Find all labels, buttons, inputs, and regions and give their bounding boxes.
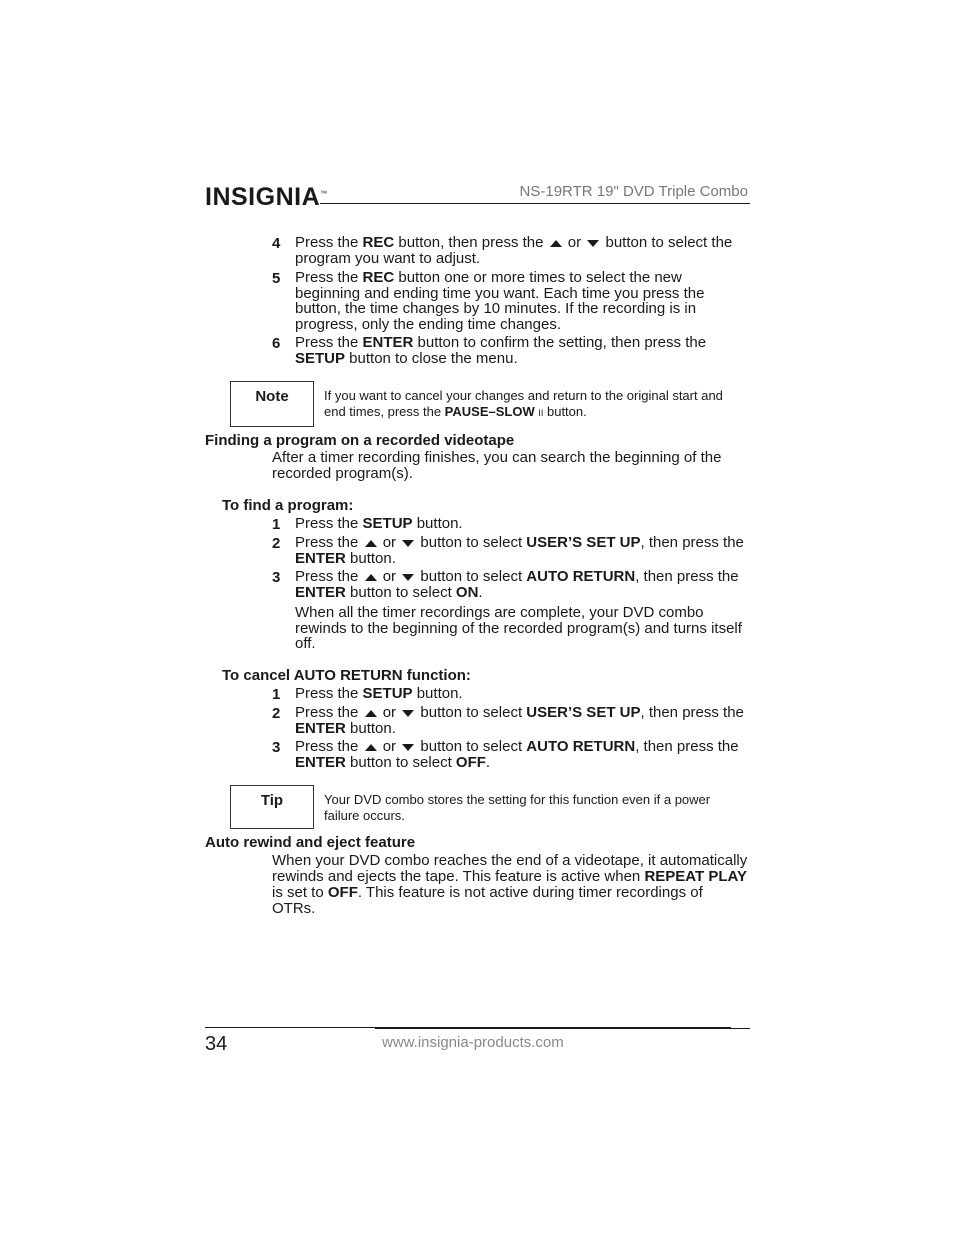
find-step-1: Press the SETUP button. (295, 515, 463, 532)
down-arrow-icon (402, 574, 414, 581)
section-intro: After a timer recording finishes, you can search the beginning of the recorded program(s). (272, 449, 722, 482)
step-number: 1 (272, 516, 281, 533)
section2-text: When your DVD combo reaches the end of a videotape, it automatically rewinds and ejects the tape. This feature is active when REPEAT PLAY is set to OFF. This feature is not active during timer recordings of OTRs. (272, 852, 748, 917)
step-number: 4 (272, 235, 281, 252)
subsection-heading: To cancel AUTO RETURN function: (222, 667, 471, 684)
note-label: Note (255, 388, 289, 405)
tip-label: Tip (260, 792, 284, 809)
cancel-step-1: Press the SETUP button. (295, 685, 463, 702)
step-6-text: Press the ENTER button to confirm the setting, then press the SETUP button to close the menu. (295, 334, 707, 367)
pause-icon: II (538, 407, 544, 418)
find-result: When all the timer recordings are complete, your DVD combo rewinds to the beginning of the recorded program(s) and turns itself off. (295, 604, 742, 652)
step-number: 3 (272, 569, 281, 586)
cancel-step-3: Press the or button to select AUTO RETURN, then press the ENTER button to select OFF. (295, 738, 739, 771)
down-arrow-icon (587, 240, 599, 247)
step-5-text: Press the REC button one or more times to select the new beginning and ending time you want. Each time you press the button, the time changes by 10 minutes. If the recording is in progress, only the ending time changes. (295, 269, 705, 333)
step-number: 2 (272, 705, 281, 722)
note-text: If you want to cancel your changes and return to the original start and end times, press the PAUSE–SLOW II button. (324, 388, 723, 419)
down-arrow-icon (402, 710, 414, 717)
step-number: 6 (272, 335, 281, 352)
step-4-text: Press the REC button, then press the or button to select the program you want to adjust. (295, 234, 733, 267)
tip-box (230, 785, 314, 829)
step-number: 2 (272, 535, 281, 552)
down-arrow-icon (402, 744, 414, 751)
page-number: 34 (205, 1033, 228, 1055)
note-box (230, 381, 314, 427)
up-arrow-icon (365, 540, 377, 547)
up-arrow-icon (365, 710, 377, 717)
up-arrow-icon (365, 744, 377, 751)
footer-rule-thick (375, 1027, 731, 1029)
insignia-logo: INSIGNIA™ (205, 183, 328, 211)
tip-text: Your DVD combo stores the setting for this function even if a power failure occurs. (324, 792, 711, 823)
step-number: 5 (272, 270, 281, 287)
footer-rule-end (731, 1028, 750, 1029)
cancel-step-2: Press the or button to select USER’S SET UP, then press the ENTER button. (295, 704, 744, 737)
up-arrow-icon (365, 574, 377, 581)
footer-url: www.insignia-products.com (382, 1034, 564, 1051)
subsection-heading: To find a program: (222, 497, 354, 514)
step-number: 1 (272, 686, 281, 703)
section-heading: Auto rewind and eject feature (205, 834, 416, 851)
down-arrow-icon (402, 540, 414, 547)
footer-rule (205, 1027, 375, 1028)
section-heading: Finding a program on a recorded videotape (205, 432, 515, 449)
find-step-3: Press the or button to select AUTO RETURN, then press the ENTER button to select ON. (295, 568, 739, 601)
product-title: NS-19RTR 19" DVD Triple Combo (519, 183, 748, 200)
find-step-2: Press the or button to select USER’S SET UP, then press the ENTER button. (295, 534, 744, 567)
header-rule (320, 203, 750, 204)
step-number: 3 (272, 739, 281, 756)
up-arrow-icon (550, 240, 562, 247)
